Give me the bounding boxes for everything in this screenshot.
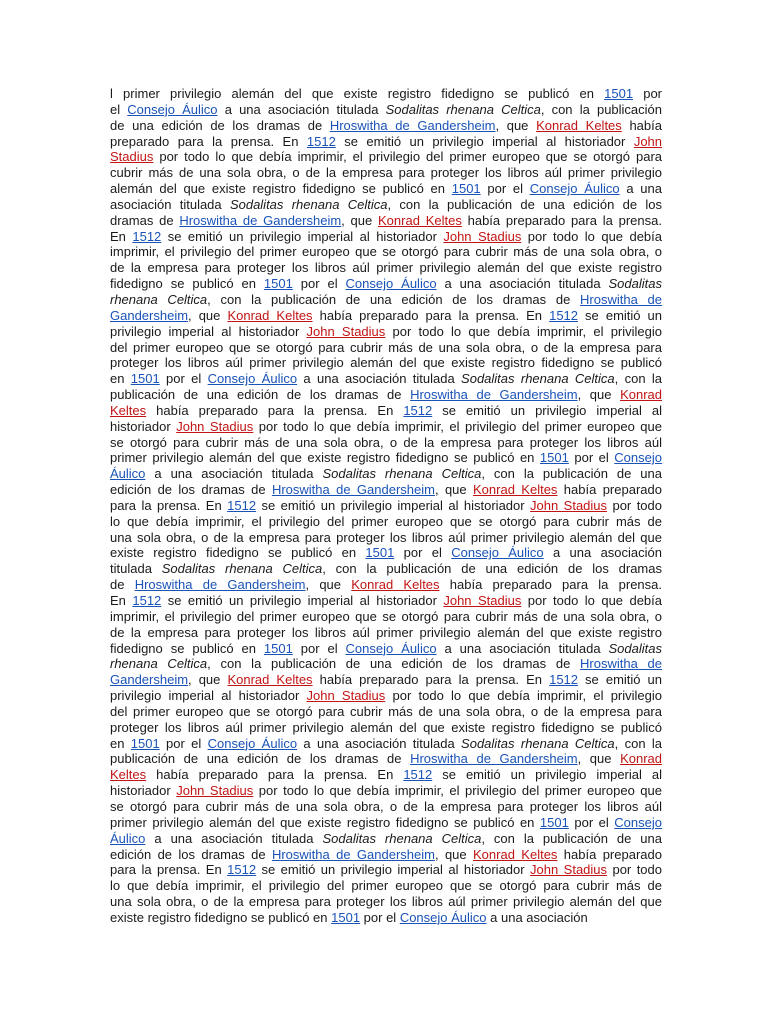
hyperlink[interactable]: John Stadius xyxy=(530,497,608,513)
text-line xyxy=(110,688,662,704)
hyperlink[interactable]: John Stadius xyxy=(443,228,522,244)
text-line xyxy=(110,799,662,815)
hyperlink[interactable]: Hroswitha de xyxy=(580,656,663,672)
text-run: a una asociación titulada xyxy=(217,101,386,117)
text-run: a una asociación titulada xyxy=(297,735,462,751)
text-run: en xyxy=(110,735,131,751)
text-run: , que xyxy=(305,577,352,593)
text-line xyxy=(110,561,662,577)
text-run: , con la publicación de una xyxy=(481,466,662,482)
text-run: , con la publicación de una xyxy=(481,830,662,846)
hyperlink[interactable]: 1512 xyxy=(549,672,579,688)
text-run: se emitió un xyxy=(578,307,663,323)
text-line xyxy=(110,213,662,229)
text-line xyxy=(110,736,662,752)
hyperlink[interactable]: 1512 xyxy=(132,228,162,244)
text-run: En xyxy=(110,228,133,244)
text-run: , que xyxy=(434,482,474,498)
text-run: preparado para la prensa. En xyxy=(110,133,307,149)
text-run: del primer europeo que se otorgó para cubrir más de una sola obra, o de la empresa para xyxy=(110,339,662,355)
hyperlink[interactable]: Stadius xyxy=(110,149,154,165)
text-run: , que xyxy=(434,846,474,862)
text-line xyxy=(110,260,662,276)
text-run: a una asociación xyxy=(543,545,662,561)
text-line xyxy=(110,783,662,799)
text-run: existe registro fidedigno se publicó en xyxy=(110,545,366,561)
text-run: había preparado para la prensa. En xyxy=(146,402,404,418)
text-line xyxy=(110,862,662,878)
text-run: publicación de una edición de los dramas de xyxy=(110,387,411,403)
text-line xyxy=(110,197,662,213)
text-run: por el xyxy=(568,814,615,830)
text-run: se otorgó para cubrir más de una sola obra, o de la empresa para proteger los libros aúl xyxy=(110,434,662,450)
hyperlink[interactable]: Hroswitha de xyxy=(580,291,663,307)
text-line xyxy=(110,482,662,498)
text-line xyxy=(110,704,662,720)
hyperlink[interactable]: Consejo Áulico xyxy=(345,276,437,292)
hyperlink[interactable]: 1501 xyxy=(130,735,160,751)
italic-title: Sodalitas xyxy=(608,640,662,656)
text-line xyxy=(110,656,662,672)
hyperlink[interactable]: 1501 xyxy=(451,181,481,197)
text-run: había preparado para la prensa. En xyxy=(146,767,404,783)
hyperlink[interactable]: Konrad Keltes xyxy=(378,212,462,228)
text-run: privilegio imperial al historiador xyxy=(110,323,307,339)
text-line xyxy=(110,641,662,657)
hyperlink[interactable]: Consejo Áulico xyxy=(207,371,298,387)
hyperlink[interactable]: Áulico xyxy=(110,466,146,482)
text-line xyxy=(110,577,662,593)
text-line xyxy=(110,545,662,561)
text-line xyxy=(110,308,662,324)
text-run: a una asociación xyxy=(486,909,588,925)
text-line xyxy=(110,498,662,514)
hyperlink[interactable]: Hroswitha de Gandersheim xyxy=(410,387,578,403)
text-run: edición de los dramas de xyxy=(110,482,272,498)
hyperlink[interactable]: John Stadius xyxy=(306,688,386,704)
text-line xyxy=(110,165,662,181)
text-run: a una xyxy=(619,181,662,197)
hyperlink[interactable]: Keltes xyxy=(110,767,147,783)
text-run: a una asociación titulada xyxy=(436,276,609,292)
text-line xyxy=(110,229,662,245)
text-run: había xyxy=(621,117,662,133)
text-run: de una edición de los dramas de xyxy=(110,117,330,133)
text-run: existe registro fidedigno se publicó en xyxy=(110,909,332,925)
hyperlink[interactable]: Konrad Keltes xyxy=(473,846,558,862)
text-run: imprimir, el privilegio del primer europeo que se otorgó para cubrir más de una sola obra, o xyxy=(110,244,662,260)
text-run: por el xyxy=(480,181,530,197)
text-run: se otorgó para cubrir más de una sola obra, o de la empresa para proteger los libros aúl xyxy=(110,798,662,814)
text-line xyxy=(110,276,662,292)
text-run: , que xyxy=(577,751,621,767)
hyperlink[interactable]: Consejo Áulico xyxy=(345,640,437,656)
text-line xyxy=(110,292,662,308)
text-line xyxy=(110,403,662,419)
text-run: por el xyxy=(292,276,346,292)
text-run: publicación de una edición de los dramas de xyxy=(110,751,411,767)
text-run: había preparado para la prensa. xyxy=(439,577,663,593)
text-run: en xyxy=(110,371,131,387)
text-line xyxy=(110,371,662,387)
hyperlink[interactable]: Gandersheim xyxy=(110,672,189,688)
text-run: se emitió un privilegio imperial al historiador xyxy=(256,862,531,878)
text-line xyxy=(110,514,662,530)
text-run: para la prensa. En xyxy=(110,862,228,878)
text-run: de la empresa para proteger los libros aúl primer privilegio alemán del que existe registro xyxy=(110,624,662,640)
text-run: , con la publicación xyxy=(540,101,663,117)
hyperlink[interactable]: 1501 xyxy=(331,909,361,925)
text-line xyxy=(110,530,662,546)
hyperlink[interactable]: 1512 xyxy=(403,767,433,783)
text-run: , que xyxy=(577,387,621,403)
text-run: por todo lo que debía xyxy=(521,228,663,244)
text-line xyxy=(110,466,662,482)
hyperlink[interactable]: John Stadius xyxy=(443,593,522,608)
text-line xyxy=(110,86,662,102)
italic-title: Sodalitas rhenana Celtica xyxy=(385,101,541,117)
text-run: fidedigno se publicó en xyxy=(110,640,264,656)
text-line xyxy=(110,894,662,910)
text-run: , que xyxy=(188,307,228,323)
text-run: , que xyxy=(188,672,228,688)
text-line xyxy=(110,244,662,260)
text-run: , con la xyxy=(614,735,663,751)
hyperlink[interactable]: Hroswitha de Gandersheim xyxy=(329,117,496,133)
text-line xyxy=(110,419,662,435)
text-line xyxy=(110,767,662,783)
italic-title: Sodalitas rhenana Celtica xyxy=(229,196,388,212)
text-line xyxy=(110,355,662,371)
text-line xyxy=(110,910,662,926)
hyperlink[interactable]: Konrad Keltes xyxy=(227,672,313,688)
text-run: se emitió un privilegio imperial al xyxy=(432,767,662,783)
text-line xyxy=(110,878,662,894)
hyperlink[interactable]: 1501 xyxy=(539,814,569,830)
text-run: se emitió un xyxy=(578,672,663,688)
text-run: había preparado xyxy=(557,482,662,498)
hyperlink[interactable]: Consejo Áulico xyxy=(127,101,218,117)
italic-title: rhenana Celtica xyxy=(110,291,208,307)
text-line xyxy=(110,181,662,197)
text-line xyxy=(110,435,662,451)
hyperlink[interactable]: Keltes xyxy=(110,402,147,418)
text-run: se emitió un privilegio imperial al historiador xyxy=(161,228,444,244)
text-run: , con la publicación de una edición de los xyxy=(387,196,662,212)
text-line xyxy=(110,102,662,118)
text-run: primer privilegio alemán del que existe registro fidedigno se publicó en xyxy=(110,814,540,830)
hyperlink[interactable]: Consejo xyxy=(614,814,662,830)
hyperlink[interactable]: 1512 xyxy=(549,307,579,323)
hyperlink[interactable]: Konrad Keltes xyxy=(227,307,313,323)
text-run: a una asociación titulada xyxy=(297,371,462,387)
italic-title: Sodalitas rhenana Celtica xyxy=(161,561,323,577)
hyperlink[interactable]: John Stadius xyxy=(176,418,254,434)
text-run: se emitió un privilegio imperial al historiador xyxy=(256,497,531,513)
text-run: , que xyxy=(341,212,379,228)
hyperlink[interactable]: Konrad Keltes xyxy=(473,482,558,498)
hyperlink[interactable]: 1512 xyxy=(132,593,162,608)
text-run: había preparado para la prensa. xyxy=(461,212,662,228)
text-line xyxy=(110,831,662,847)
italic-title: Sodalitas xyxy=(608,276,662,292)
text-line xyxy=(110,387,662,403)
text-run: por todo lo que debía imprimir, el privilegio del primer europeo que xyxy=(253,418,662,434)
text-run: por todo lo que debía xyxy=(521,593,663,608)
italic-title: Sodalitas rhenana Celtica xyxy=(461,735,615,751)
text-run: lo que debía imprimir, el privilegio del primer europeo que se otorgó para cubrir más de xyxy=(110,878,662,894)
text-run: se emitió un privilegio imperial al historiador xyxy=(335,133,634,149)
text-run: una sola obra, o de la empresa para proteger los libros aúl primer privilegio alemán del que xyxy=(110,894,662,910)
text-run: a una asociación titulada xyxy=(145,466,323,482)
text-run: había preparado para la prensa. En xyxy=(312,307,550,323)
text-run: el xyxy=(110,101,128,117)
text-line xyxy=(110,324,662,340)
text-run: cubrir más de una sola obra, o de la empresa para proteger los libros aúl primer privilegio xyxy=(110,165,662,181)
italic-title: Sodalitas rhenana Celtica xyxy=(461,371,615,387)
hyperlink[interactable]: 1512 xyxy=(227,862,257,878)
hyperlink[interactable]: 1501 xyxy=(365,545,395,561)
text-run: por todo lo que debía imprimir, el privilegio xyxy=(385,323,663,339)
text-line xyxy=(110,720,662,736)
text-run: , con la publicación de una edición de los dramas de xyxy=(207,656,581,672)
hyperlink[interactable]: 1501 xyxy=(539,450,569,466)
hyperlink[interactable]: 1501 xyxy=(263,640,293,656)
text-run: de xyxy=(110,577,135,593)
italic-title: rhenana Celtica xyxy=(110,656,208,672)
text-run: se emitió un privilegio imperial al historiador xyxy=(161,593,444,608)
text-run: por el xyxy=(159,735,208,751)
hyperlink[interactable]: Consejo Áulico xyxy=(529,181,620,197)
text-line xyxy=(110,134,662,150)
text-run: proteger los libros aúl primer privilegio alemán del que existe registro fidedigno se publicó xyxy=(110,719,662,735)
document-body xyxy=(110,86,662,926)
hyperlink[interactable]: John Stadius xyxy=(176,783,254,799)
text-run: a una asociación titulada xyxy=(145,830,323,846)
text-run: privilegio imperial al historiador xyxy=(110,688,307,704)
text-line xyxy=(110,118,662,134)
text-run: por el xyxy=(360,909,400,925)
hyperlink[interactable]: Consejo xyxy=(614,450,662,466)
text-run: alemán del que existe registro fidedigno se publicó en xyxy=(110,181,452,197)
text-run: asociación titulada xyxy=(110,196,230,212)
hyperlink[interactable]: 1501 xyxy=(263,276,293,292)
hyperlink[interactable]: Hroswitha de Gandersheim xyxy=(179,212,342,228)
hyperlink[interactable]: Konrad xyxy=(620,751,662,767)
text-run: edición de los dramas de xyxy=(110,846,272,862)
text-run: historiador xyxy=(110,783,177,799)
text-run: por todo xyxy=(607,862,662,878)
text-line xyxy=(110,751,662,767)
text-run: , con la publicación de una edición de los dramas de xyxy=(207,291,581,307)
text-run: por todo lo que debía imprimir, el privilegio del primer europeo que xyxy=(253,783,662,799)
text-run: había preparado para la prensa. En xyxy=(312,672,550,688)
hyperlink[interactable]: Hroswitha de Gandersheim xyxy=(134,577,306,593)
text-run: l primer privilegio alemán del que existe registro fidedigno se publicó en xyxy=(110,86,605,101)
text-line xyxy=(110,847,662,863)
hyperlink[interactable]: Áulico xyxy=(110,830,146,846)
text-run: imprimir, el privilegio del primer europeo que se otorgó para cubrir más de una sola obra, o xyxy=(110,608,662,624)
text-run: por el xyxy=(159,371,208,387)
hyperlink[interactable]: Konrad xyxy=(620,387,662,403)
text-run: lo que debía imprimir, el privilegio del primer europeo que se otorgó para cubrir más de xyxy=(110,513,662,529)
text-run: por todo xyxy=(607,497,662,513)
text-run: había preparado xyxy=(557,846,662,862)
text-run: fidedigno se publicó en xyxy=(110,276,264,292)
text-run: dramas de xyxy=(110,212,180,228)
text-run: por xyxy=(633,86,662,101)
hyperlink[interactable]: John Stadius xyxy=(306,323,386,339)
hyperlink[interactable]: 1512 xyxy=(306,133,336,149)
text-line xyxy=(110,593,662,609)
text-run: a una asociación titulada xyxy=(436,640,609,656)
hyperlink[interactable]: Konrad Keltes xyxy=(351,577,440,593)
text-run: se emitió un privilegio imperial al xyxy=(432,402,662,418)
text-line xyxy=(110,450,662,466)
hyperlink[interactable]: Consejo Áulico xyxy=(399,909,487,925)
hyperlink[interactable]: John xyxy=(633,133,663,149)
text-line xyxy=(110,672,662,688)
hyperlink[interactable]: Consejo Áulico xyxy=(451,545,544,561)
text-run: , con la publicación de una edición de los dramas xyxy=(322,561,662,577)
italic-title: Sodalitas rhenana Celtica xyxy=(322,830,482,846)
text-line xyxy=(110,609,662,625)
hyperlink[interactable]: 1501 xyxy=(604,86,634,101)
hyperlink[interactable]: 1512 xyxy=(403,402,433,418)
hyperlink[interactable]: 1512 xyxy=(227,497,257,513)
text-run: por todo lo que debía imprimir, el privilegio del primer europeo que se otorgó para xyxy=(153,149,662,165)
text-line xyxy=(110,340,662,356)
hyperlink[interactable]: Hroswitha de Gandersheim xyxy=(271,482,435,498)
text-run: primer privilegio alemán del que existe registro fidedigno se publicó en xyxy=(110,450,540,466)
text-run: por el xyxy=(568,450,615,466)
text-run: para la prensa. En xyxy=(110,497,228,513)
text-run: , que xyxy=(495,117,537,133)
italic-title: Sodalitas rhenana Celtica xyxy=(322,466,482,482)
hyperlink[interactable]: Konrad Keltes xyxy=(536,117,622,133)
text-run: titulada xyxy=(110,561,162,577)
text-line xyxy=(110,815,662,831)
text-run: de la empresa para proteger los libros aúl primer privilegio alemán del que existe registro xyxy=(110,260,662,276)
text-run: proteger los libros aúl primer privilegio alemán del que existe registro fidedigno se publicó xyxy=(110,355,662,371)
text-run: , con la xyxy=(614,371,663,387)
text-run: por todo lo que debía imprimir, el privilegio xyxy=(385,688,663,704)
hyperlink[interactable]: Gandersheim xyxy=(110,307,189,323)
text-run: por el xyxy=(292,640,346,656)
hyperlink[interactable]: Consejo Áulico xyxy=(207,735,298,751)
hyperlink[interactable]: John Stadius xyxy=(530,862,608,878)
text-line xyxy=(110,149,662,165)
text-line xyxy=(110,625,662,641)
text-run: historiador xyxy=(110,418,177,434)
text-run: por el xyxy=(394,545,452,561)
text-run: una sola obra, o de la empresa para proteger los libros aúl primer privilegio alemán del que xyxy=(110,529,662,545)
hyperlink[interactable]: Hroswitha de Gandersheim xyxy=(271,846,435,862)
hyperlink[interactable]: 1501 xyxy=(130,371,160,387)
text-run: En xyxy=(110,593,133,608)
text-run: del primer europeo que se otorgó para cubrir más de una sola obra, o de la empresa para xyxy=(110,703,662,719)
hyperlink[interactable]: Hroswitha de Gandersheim xyxy=(410,751,578,767)
